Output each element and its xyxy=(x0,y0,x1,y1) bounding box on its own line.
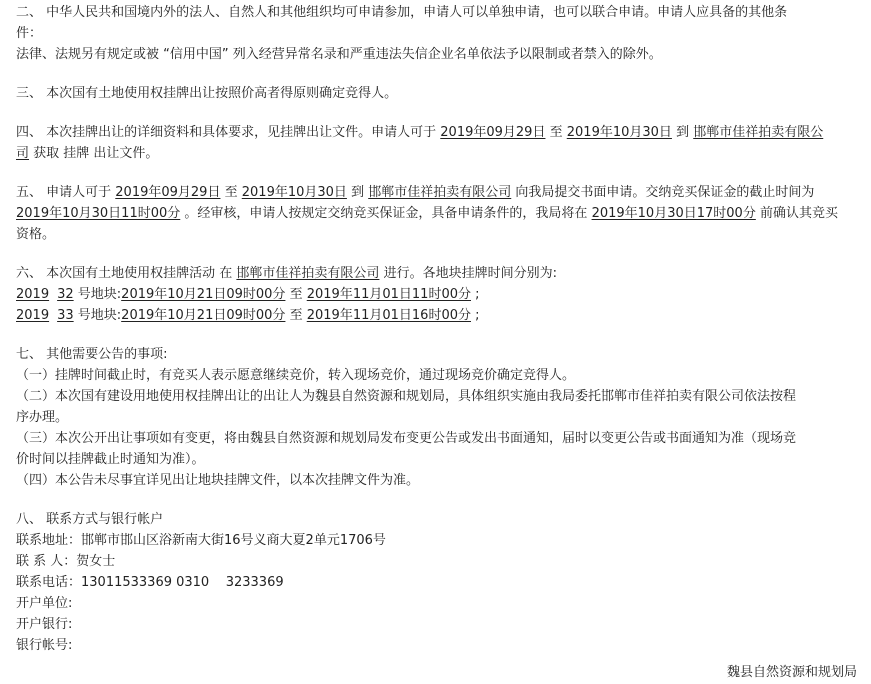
section-7-item-2: （二）本次国有建设用地使用权挂牌出让的出让人为魏县自然资源和规划局，具体组织实施由我局委托邯郸市佳祥拍卖有限公司依法按程 xyxy=(16,389,797,404)
section-4-to-2: 到 xyxy=(676,125,690,140)
section-4-company-link-cont[interactable]: 司 xyxy=(16,146,30,161)
bank-account: 银行帐号: xyxy=(16,638,73,653)
plot-end-time: 2019年11月01日11时00分 xyxy=(306,287,471,302)
section-3-line-1: 三、 本次国有土地使用权挂牌出让按照价高者得原则确定竞得人。 xyxy=(16,86,398,101)
plot-to: 至 xyxy=(289,308,303,323)
section-4-tail: 获取 挂牌 出让文件。 xyxy=(33,146,159,161)
section-5-to: 至 xyxy=(224,185,238,200)
bank-name: 开户银行: xyxy=(16,617,73,632)
plot-start-time: 2019年10月21日09时00分 xyxy=(121,308,286,323)
contact-phone: 联系电话：13011533369 0310 3233369 xyxy=(16,575,284,590)
section-5-tail: 前确认其竞买 xyxy=(759,206,838,221)
section-2-line-2: 件： xyxy=(16,26,43,41)
section-6-prefix: 六、 本次国有土地使用权挂牌活动 在 xyxy=(16,266,233,281)
section-5-line-1 xyxy=(16,182,864,203)
section-7-item-2-cont: 序办理。 xyxy=(16,410,69,425)
plot-row xyxy=(16,305,864,326)
plot-year: 2019 32 xyxy=(16,287,74,302)
section-7-item-4: （四）本公告未尽事宜详见出让地块挂牌文件，以本次挂牌文件为准。 xyxy=(16,473,420,488)
plot-end-mark: ; xyxy=(475,308,480,323)
section-6-line-1 xyxy=(16,263,864,284)
section-5-mid-2: 。经审核，申请人按规定交纳竞买保证金，具备申请条件的，我局将在 xyxy=(184,206,588,221)
section-5-end-date: 2019年10月30日 xyxy=(241,185,347,200)
plot-year: 2019 33 xyxy=(16,308,74,323)
section-5-to-2: 到 xyxy=(351,185,365,200)
section-4-start-date: 2019年09月29日 xyxy=(440,125,546,140)
section-7-item-3-cont: 价时间以挂牌截止时通知为准）。 xyxy=(16,452,205,467)
section-7-title: 七、 其他需要公告的事项: xyxy=(16,347,168,362)
section-4-end-date: 2019年10月30日 xyxy=(566,125,672,140)
plot-suffix: 号地块: xyxy=(77,287,122,302)
section-7-item-1: （一）挂牌时间截止时，有竞买人表示愿意继续竞价，转入现场竞价，通过现场竞价确定竞得人。 xyxy=(16,368,576,383)
section-2-line-3: 法律、法规另有规定或被 “信用中国” 列入经营异常名录和严重违法失信企业名单依法予以限制或者禁入的除外。 xyxy=(16,47,662,62)
contact-person: 联 系 人：贺女士 xyxy=(16,554,116,569)
plot-end-mark: ; xyxy=(475,287,480,302)
section-2-line-1: 二、 中华人民共和国境内外的法人、自然人和其他组织均可申请参加，申请人可以单独申请，也可以联合申请。申请人应具备的其他条 xyxy=(16,5,788,20)
plot-row xyxy=(16,284,864,305)
section-4-to: 至 xyxy=(549,125,563,140)
plot-suffix: 号地块: xyxy=(77,308,122,323)
bank-unit: 开户单位: xyxy=(16,596,73,611)
section-5-mid: 向我局提交书面申请。交纳竞买保证金的截止时间为 xyxy=(515,185,815,200)
issuer-signature: 魏县自然资源和规划局 xyxy=(726,665,857,680)
section-8-title: 八、 联系方式与银行帐户 xyxy=(16,512,164,527)
section-5-line-2 xyxy=(16,203,864,224)
section-4-line-1 xyxy=(16,122,864,143)
section-5-company-link[interactable]: 邯郸市佳祥拍卖有限公司 xyxy=(368,185,512,200)
plot-start-time: 2019年10月21日09时00分 xyxy=(121,287,286,302)
section-5-start-date: 2019年09月29日 xyxy=(115,185,221,200)
section-6-tail: 进行。各地块挂牌时间分别为: xyxy=(383,266,557,281)
section-5-prefix: 五、 申请人可于 xyxy=(16,185,112,200)
section-7-item-3: （三）本次公开出让事项如有变更，将由魏县自然资源和规划局发布变更公告或发出书面通知，届时以变更公告或书面通知为准（现场竞 xyxy=(16,431,797,446)
announcement-document xyxy=(16,2,864,656)
plot-to: 至 xyxy=(289,287,303,302)
section-4-line-2 xyxy=(16,143,864,164)
section-5-confirm-time: 2019年10月30日17时00分 xyxy=(591,206,756,221)
plot-end-time: 2019年11月01日16时00分 xyxy=(306,308,471,323)
section-4-prefix: 四、 本次挂牌出让的详细资料和具体要求，见挂牌出让文件。申请人可于 xyxy=(16,125,437,140)
section-6-company-link[interactable]: 邯郸市佳祥拍卖有限公司 xyxy=(236,266,380,281)
section-5-deadline: 2019年10月30日11时00分 xyxy=(16,206,181,221)
section-5-line-3: 资格。 xyxy=(16,227,56,242)
contact-address: 联系地址：邯郸市邯山区浴新南大街16号义商大夏2单元1706号 xyxy=(16,533,386,548)
section-4-company-link[interactable]: 邯郸市佳祥拍卖有限公 xyxy=(693,125,824,140)
